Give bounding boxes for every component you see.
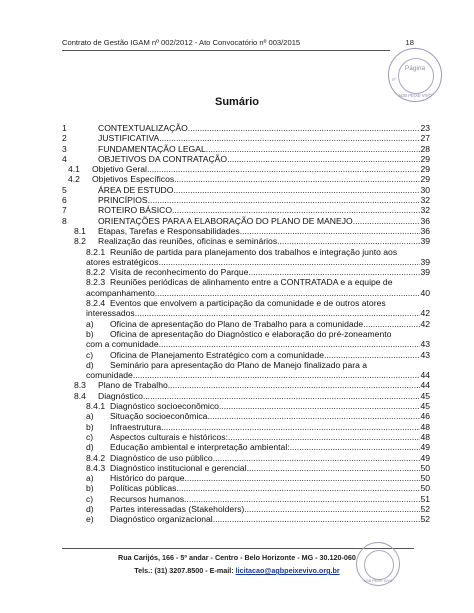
toc-section-number: 8.2 [74, 236, 86, 247]
toc-leader-dots [173, 185, 420, 195]
toc-entry-title: Objetivos Específicos [92, 174, 175, 185]
toc-leader-dots [161, 422, 420, 432]
toc-entry[interactable] [62, 370, 430, 380]
toc-section-number: 3 [62, 143, 67, 154]
toc-entry[interactable] [62, 432, 430, 442]
toc-leader-dots [135, 308, 421, 318]
toc-page-number: 49 [420, 452, 430, 463]
toc-section-number: c) [86, 349, 94, 360]
toc-entry[interactable] [62, 391, 430, 401]
toc-leader-dots [176, 483, 420, 493]
toc-leader-dots [168, 380, 421, 390]
toc-page-number: 40 [420, 287, 430, 298]
footer-address: Rua Carijós, 166 - 5º andar - Centro - Belo Horizonte - MG - 30.120-060 [118, 553, 356, 562]
toc-section-number: b) [86, 328, 94, 339]
toc-entry-title: com a comunidade [86, 339, 159, 350]
page-header [62, 38, 414, 47]
toc-entry[interactable] [62, 504, 430, 514]
toc-entry[interactable] [62, 257, 430, 267]
toc-entry-title: Diagnóstico socioeconômico [110, 401, 219, 412]
toc-page-number: 51 [420, 493, 430, 504]
toc-entry[interactable] [62, 133, 430, 143]
toc-page-number: 52 [420, 514, 430, 525]
toc-section-number: 7 [62, 205, 67, 216]
toc-entry-title: ÁREA DE ESTUDO [98, 184, 174, 195]
toc-section-number: 8.2.1 [86, 246, 106, 257]
toc-section-number: c) [86, 431, 94, 442]
toc-entry[interactable] [62, 453, 430, 463]
toc-entry-title: CONTEXTUALIZAÇÃO [98, 123, 188, 133]
stamp-ring-text: AGB PEIXE VIVO [398, 93, 432, 98]
toc-page-number: 43 [420, 349, 430, 360]
toc-entry[interactable] [62, 226, 430, 236]
toc-entry[interactable] [62, 360, 430, 370]
toc-entry-title: Reuniões periódicas de alinhamento entre a CONTRATADA e a equipe de [110, 277, 393, 288]
toc-leader-dots [277, 236, 420, 246]
toc-section-number: 5 [62, 184, 67, 195]
toc-leader-dots [159, 339, 421, 349]
toc-section-number: 8.4.2 [86, 452, 106, 463]
toc-leader-dots [247, 463, 421, 473]
toc-entry-title: Infraestrutura [110, 421, 162, 432]
toc-entry[interactable] [62, 123, 430, 133]
toc-section-number: 8.3 [74, 380, 86, 391]
toc-entry[interactable] [62, 514, 430, 524]
toc-section-number: 8.1 [74, 225, 86, 236]
toc-entry-title: ROTEIRO BÁSICO [98, 205, 173, 216]
footer-contact [0, 566, 474, 575]
toc-section-number: a) [86, 473, 94, 484]
toc-leader-dots [363, 319, 420, 329]
toc-leader-dots [227, 154, 420, 164]
toc-entry[interactable] [62, 411, 430, 421]
toc-entry[interactable] [62, 205, 430, 215]
toc-entry-title: Diagnóstico [98, 390, 143, 401]
toc-leader-dots [244, 504, 420, 514]
toc-page-number: 44 [420, 370, 430, 381]
page-number: 18 [405, 38, 414, 47]
footer-stamp [356, 542, 400, 586]
toc-entry-title: Seminário para apresentação do Plano de Manejo finalizado para a [110, 359, 368, 370]
toc-entry[interactable] [62, 463, 430, 473]
toc-section-number: a) [86, 411, 94, 422]
toc-page-number: 39 [420, 256, 430, 267]
footer-stamp-inner-ring [364, 550, 394, 580]
toc-entry[interactable] [62, 195, 430, 205]
toc-page-number: 45 [420, 390, 430, 401]
toc-entry-title: ORIENTAÇÕES PARA A ELABORAÇÃO DO PLANO DE MANEJO [98, 215, 353, 226]
toc-leader-dots [353, 216, 421, 226]
footer-email-link[interactable]: licitacao@agbpeixevivo.org.br [235, 566, 340, 575]
toc-entry-title: Recursos humanos [110, 493, 185, 504]
toc-entry-title: Diagnóstico de uso público [110, 452, 213, 463]
toc-leader-dots [240, 226, 421, 236]
header-divider [62, 50, 390, 51]
toc-page-number: 48 [420, 431, 430, 442]
toc-leader-dots [133, 370, 421, 380]
toc-entry-title: Histórico do parque [110, 473, 185, 484]
toc-entry[interactable] [62, 308, 430, 318]
stamp-label: Página [404, 65, 426, 72]
toc-page-number: 36 [420, 215, 430, 226]
toc-leader-dots [290, 442, 421, 452]
toc-entry[interactable] [62, 144, 430, 154]
toc-page-number: 36 [420, 225, 430, 236]
toc-leader-dots [148, 195, 421, 205]
toc-leader-dots [159, 257, 421, 267]
table-of-contents [62, 123, 430, 525]
toc-entry-title: Diagnóstico organizacional [110, 514, 213, 525]
toc-section-number: 8.2.2 [86, 267, 106, 278]
toc-section-number: d) [86, 442, 94, 453]
toc-leader-dots [248, 267, 420, 277]
toc-leader-dots [184, 494, 420, 504]
toc-page-number: 39 [420, 236, 430, 247]
toc-entry[interactable] [62, 154, 430, 164]
toc-section-number: a) [86, 318, 94, 329]
toc-entry-title: Oficina de apresentação do Diagnóstico e elaboração do pré-zoneamento [110, 328, 392, 339]
toc-entry-title: FUNDAMENTAÇÃO LEGAL [98, 143, 206, 154]
toc-entry[interactable] [62, 267, 430, 277]
toc-page-number: 42 [420, 318, 430, 329]
toc-entry[interactable] [62, 380, 430, 390]
toc-entry-title: Diagnóstico institucional e gerencial [110, 462, 247, 473]
toc-entry[interactable] [62, 236, 430, 246]
toc-entry-title: Educação ambiental e interpretação ambiental: [110, 442, 290, 453]
toc-entry-title: Políticas públicas [110, 483, 177, 494]
toc-section-number: 8.4.1 [86, 401, 106, 412]
toc-leader-dots [185, 473, 421, 483]
toc-page-number: 42 [420, 308, 430, 319]
toc-entry-title: PRINCÍPIOS [98, 195, 148, 206]
toc-entry-title: Situação socioeconômica [110, 411, 208, 422]
toc-entry[interactable] [62, 277, 430, 287]
toc-page-number: 27 [420, 133, 430, 144]
footer-stamp-ring-text: AGB PEIXE VIVO [363, 579, 393, 583]
footer-phone: Tels.: (31) 3207.8500 - E-mail: [134, 566, 236, 575]
toc-entry-title: Objetivo Geral [92, 164, 147, 175]
toc-entry-title: comunidade [86, 370, 133, 381]
toc-entry[interactable] [62, 483, 430, 493]
toc-entry[interactable] [62, 185, 430, 195]
toc-page-number: 39 [420, 267, 430, 278]
toc-entry[interactable] [62, 422, 430, 432]
toc-section-number: d) [86, 359, 94, 370]
toc-section-number: b) [86, 483, 94, 494]
toc-entry[interactable] [62, 473, 430, 483]
toc-entry-title: Visita de reconhecimento do Parque [110, 267, 249, 278]
toc-section-number: 1 [62, 123, 67, 133]
toc-page-number: 49 [420, 442, 430, 453]
toc-entry[interactable] [62, 174, 430, 184]
toc-entry-title: JUSTIFICATIVA [98, 133, 160, 144]
toc-entry[interactable] [62, 288, 430, 298]
toc-page-number: 44 [420, 380, 430, 391]
toc-page-number: 50 [420, 483, 430, 494]
toc-entry[interactable] [62, 442, 430, 452]
toc-entry-title: Partes interessadas (Stakeholders) [110, 503, 245, 514]
toc-page-number: 50 [420, 473, 430, 484]
toc-leader-dots [143, 391, 421, 401]
toc-leader-dots [174, 174, 420, 184]
toc-page-number: 46 [420, 411, 430, 422]
toc-leader-dots [219, 401, 421, 411]
toc-entry-title: Etapas, Tarefas e Responsabilidades [98, 225, 240, 236]
toc-section-number: e) [86, 514, 94, 525]
toc-entry-title: OBJETIVOS DA CONTRATAÇÃO [98, 153, 228, 164]
toc-leader-dots [213, 514, 421, 524]
toc-page-number: 30 [420, 184, 430, 195]
toc-leader-dots [147, 164, 421, 174]
toc-entry-title: Realização das reuniões, oficinas e seminários [98, 236, 278, 247]
toc-entry-title: Eventos que envolvem a participação da comunidade e de outros atores [110, 298, 386, 309]
page-title: Sumário [214, 96, 259, 108]
toc-section-number: c) [86, 493, 94, 504]
toc-page-number: 32 [420, 195, 430, 206]
toc-leader-dots [155, 288, 421, 298]
toc-entry[interactable] [62, 494, 430, 504]
toc-page-number: 29 [420, 164, 430, 175]
toc-entry[interactable] [62, 339, 430, 349]
toc-leader-dots [324, 350, 420, 360]
toc-leader-dots [159, 133, 420, 143]
toc-page-number: 32 [420, 205, 430, 216]
toc-leader-dots [228, 432, 420, 442]
toc-entry[interactable] [62, 329, 430, 339]
toc-page-number: 52 [420, 503, 430, 514]
toc-page-number: 28 [420, 143, 430, 154]
toc-entry[interactable] [62, 401, 430, 411]
toc-entry-title: atores estratégicos [86, 256, 159, 267]
toc-entry[interactable] [62, 164, 430, 174]
toc-page-number: 48 [420, 421, 430, 432]
toc-section-number: 4.2 [68, 174, 80, 185]
toc-page-number: 50 [420, 462, 430, 473]
toc-page-number: 23 [420, 123, 430, 133]
toc-entry-title: Plano de Trabalho [98, 380, 168, 391]
toc-leader-dots [188, 123, 421, 133]
stamp-prefix: nº [392, 77, 397, 82]
toc-page-number: 29 [420, 153, 430, 164]
toc-entry[interactable] [62, 298, 430, 308]
stamp-inner-ring [398, 58, 434, 94]
toc-leader-dots [213, 453, 421, 463]
toc-entry-title: Aspectos culturais e históricos: [110, 431, 228, 442]
toc-section-number: 8.4 [74, 390, 86, 401]
toc-section-number: 4 [62, 153, 67, 164]
page-stamp [388, 48, 442, 102]
toc-entry-title: Oficina de apresentação do Plano de Trabalho para a comunidade [110, 318, 364, 329]
toc-page-number: 43 [420, 339, 430, 350]
toc-section-number: 8 [62, 215, 67, 226]
toc-section-number: 4.1 [68, 164, 80, 175]
toc-section-number: d) [86, 503, 94, 514]
toc-section-number: 8.2.4 [86, 298, 106, 309]
toc-leader-dots [172, 205, 420, 215]
header-title: Contrato de Gestão IGAM nº 002/2012 - Ato Convocatório nº 003/2015 [62, 38, 301, 47]
toc-entry[interactable] [62, 216, 430, 226]
toc-section-number: 6 [62, 195, 67, 206]
toc-entry-title: acompanhamento [86, 287, 155, 298]
toc-page-number: 45 [420, 401, 430, 412]
toc-section-number: b) [86, 421, 94, 432]
toc-entry[interactable] [62, 350, 430, 360]
toc-entry[interactable] [62, 247, 430, 257]
toc-section-number: 8.2.3 [86, 277, 106, 288]
toc-section-number: 8.4.3 [86, 462, 106, 473]
toc-section-number: 2 [62, 133, 67, 144]
toc-leader-dots [206, 144, 421, 154]
toc-entry-title: Reunião de partida para planejamento dos trabalhos e integração junto aos [110, 246, 398, 257]
toc-entry-title: interessados [86, 308, 135, 319]
toc-page-number: 29 [420, 174, 430, 185]
toc-leader-dots [207, 411, 420, 421]
toc-entry[interactable] [62, 319, 430, 329]
toc-entry-title: Oficina de Planejamento Estratégico com a comunidade [110, 349, 325, 360]
